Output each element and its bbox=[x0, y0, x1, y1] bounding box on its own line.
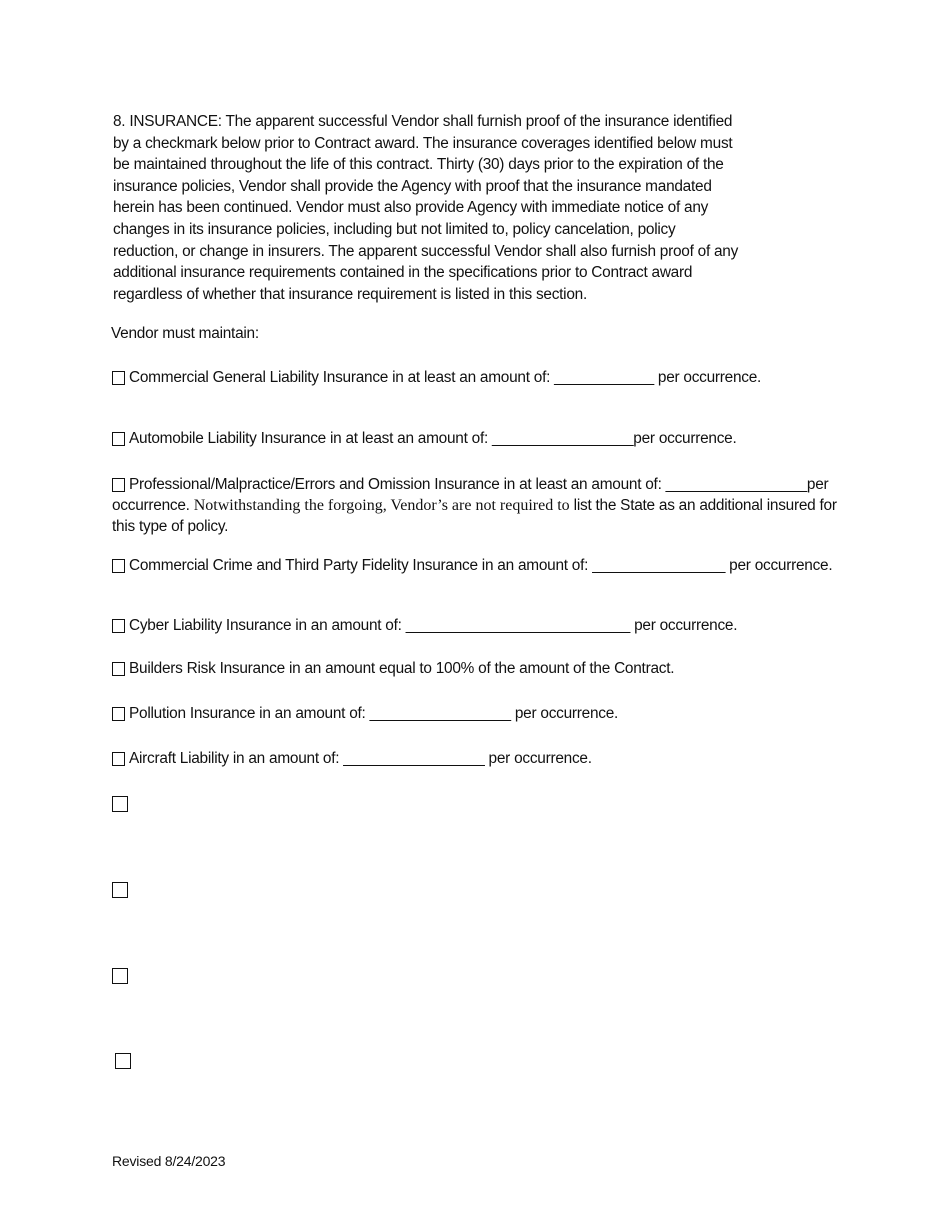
item-label: Professional/Malpractice/Errors and Omission Insurance in at least an amount of: _________________per occurrence. bbox=[112, 476, 829, 514]
checkbox-blank-2[interactable] bbox=[112, 882, 128, 898]
insurance-item-pollution bbox=[112, 703, 857, 724]
insurance-item-automobile-liability bbox=[112, 428, 857, 449]
insurance-intro-paragraph: 8. INSURANCE: The apparent successful Vendor shall furnish proof of the insurance identified by a checkmark below prior to Contract award. The insurance coverages identified below must be maintained throughout the life of this contract. Thirty (30) days prior to the expiration of the insurance policies, Vendor shall provide the Agency with proof that the insurance mandated herein has been continued. Vendor must also provide Agency with immediate notice of any changes in its insurance policies, including but not limited to, policy cancelation, policy reduction, or change in insurers. The apparent successful Vendor shall also furnish proof of any additional insurance requirements contained in the specifications prior to Contract award regardless of whether that insurance requirement is listed in this section. bbox=[113, 113, 739, 303]
insurance-item-aircraft-liability bbox=[112, 748, 857, 769]
item-label: Cyber Liability Insurance in an amount of: ___________________________ per occurrence. bbox=[129, 617, 738, 634]
insurance-item-builders-risk bbox=[112, 658, 857, 679]
item-label: Automobile Liability Insurance in at least an amount of: _________________per occurrence. bbox=[129, 430, 737, 447]
insurance-item-cyber-liability bbox=[112, 615, 857, 636]
checkbox-blank-3[interactable] bbox=[112, 968, 128, 984]
checkbox-automobile-liability[interactable] bbox=[112, 432, 125, 446]
checkbox-blank-4[interactable] bbox=[115, 1053, 131, 1069]
item-label: Commercial General Liability Insurance in at least an amount of: ____________ per occurrence. bbox=[129, 369, 762, 386]
professional-note: Notwithstanding the forgoing, Vendor’s are not required to bbox=[193, 497, 570, 514]
checkbox-blank-1[interactable] bbox=[112, 796, 128, 812]
checkbox-builders-risk[interactable] bbox=[112, 662, 125, 676]
item-label: Aircraft Liability in an amount of: _________________ per occurrence. bbox=[129, 750, 592, 767]
item-label: Builders Risk Insurance in an amount equal to 100% of the amount of the Contract. bbox=[129, 660, 675, 677]
revision-date-footer: Revised 8/24/2023 bbox=[112, 1153, 226, 1169]
checkbox-aircraft-liability[interactable] bbox=[112, 752, 125, 766]
vendor-must-maintain-label: Vendor must maintain: bbox=[111, 325, 259, 342]
item-label: Commercial Crime and Third Party Fidelity Insurance in an amount of: ________________ per occurrence. bbox=[129, 557, 833, 574]
insurance-item-commercial-general-liability bbox=[112, 367, 857, 388]
insurance-item-professional-malpractice bbox=[112, 474, 857, 537]
checkbox-commercial-crime[interactable] bbox=[112, 559, 125, 573]
professional-note-continued: list the State as an additional insured for this type of policy. bbox=[112, 497, 837, 535]
insurance-item-commercial-crime bbox=[112, 555, 857, 576]
checkbox-professional-malpractice[interactable] bbox=[112, 478, 125, 492]
checkbox-commercial-general-liability[interactable] bbox=[112, 371, 125, 385]
checkbox-cyber-liability[interactable] bbox=[112, 619, 125, 633]
checkbox-pollution[interactable] bbox=[112, 707, 125, 721]
item-label: Pollution Insurance in an amount of: _________________ per occurrence. bbox=[129, 705, 619, 722]
